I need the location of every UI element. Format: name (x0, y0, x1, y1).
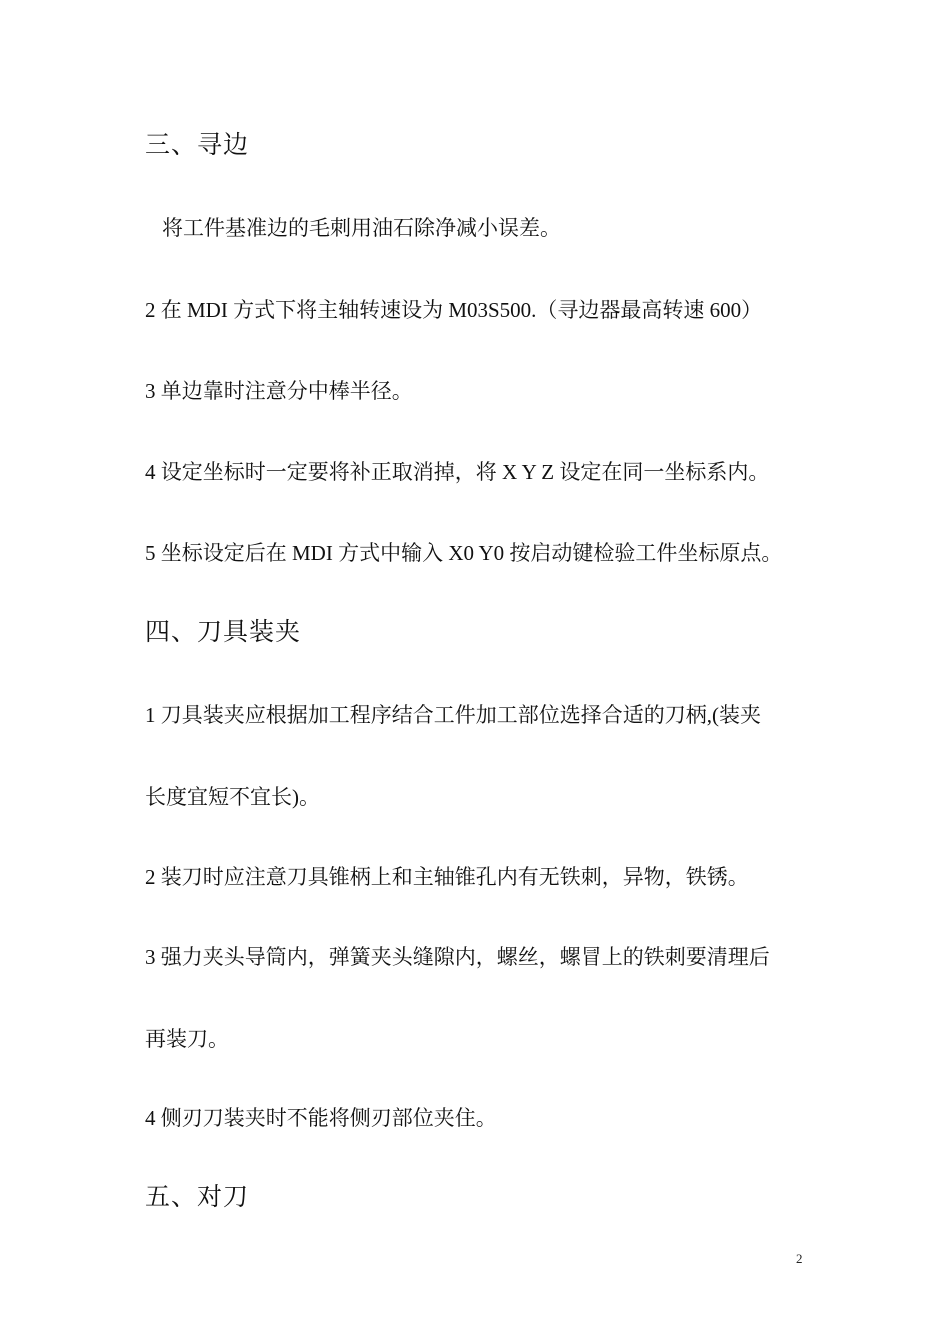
paragraph-spindle-speed: 2 在 MDI 方式下将主轴转速设为 M03S500.（寻边器最高转速 600） (145, 298, 763, 322)
paragraph-verify-origin: 5 坐标设定后在 MDI 方式中输入 X0 Y0 按启动键检验工件坐标原点。 (145, 541, 783, 565)
paragraph-side-edge-clamping: 4 侧刃刀装夹时不能将侧刃部位夹住。 (145, 1106, 497, 1130)
paragraph-clean-collet-line2: 再装刀。 (145, 1027, 229, 1051)
paragraph-check-taper: 2 装刀时应注意刀具锥柄上和主轴锥孔内有无铁刺，异物，铁锈。 (145, 865, 749, 889)
paragraph-tool-holder-selection-line2: 长度宜短不宜长)。 (145, 785, 320, 809)
paragraph-clean-collet-line1: 3 强力夹头导筒内，弹簧夹头缝隙内，螺丝，螺冒上的铁刺要清理后 (145, 945, 770, 969)
page-number: 2 (796, 1251, 803, 1266)
section-heading-tool-setting: 五、对刀 (145, 1184, 250, 1211)
paragraph-probe-radius: 3 单边靠时注意分中棒半径。 (145, 379, 413, 403)
section-heading-tool-clamping: 四、刀具装夹 (145, 619, 302, 646)
paragraph-coordinate-setting: 4 设定坐标时一定要将补正取消掉，将 X Y Z 设定在同一坐标系内。 (145, 460, 770, 484)
paragraph-deburr-reference-edge: 将工件基准边的毛刺用油石除净减小误差。 (162, 216, 561, 240)
section-heading-edge-finding: 三、寻边 (145, 132, 250, 159)
paragraph-tool-holder-selection-line1: 1 刀具装夹应根据加工程序结合工件加工部位选择合适的刀柄,(装夹 (145, 703, 761, 727)
